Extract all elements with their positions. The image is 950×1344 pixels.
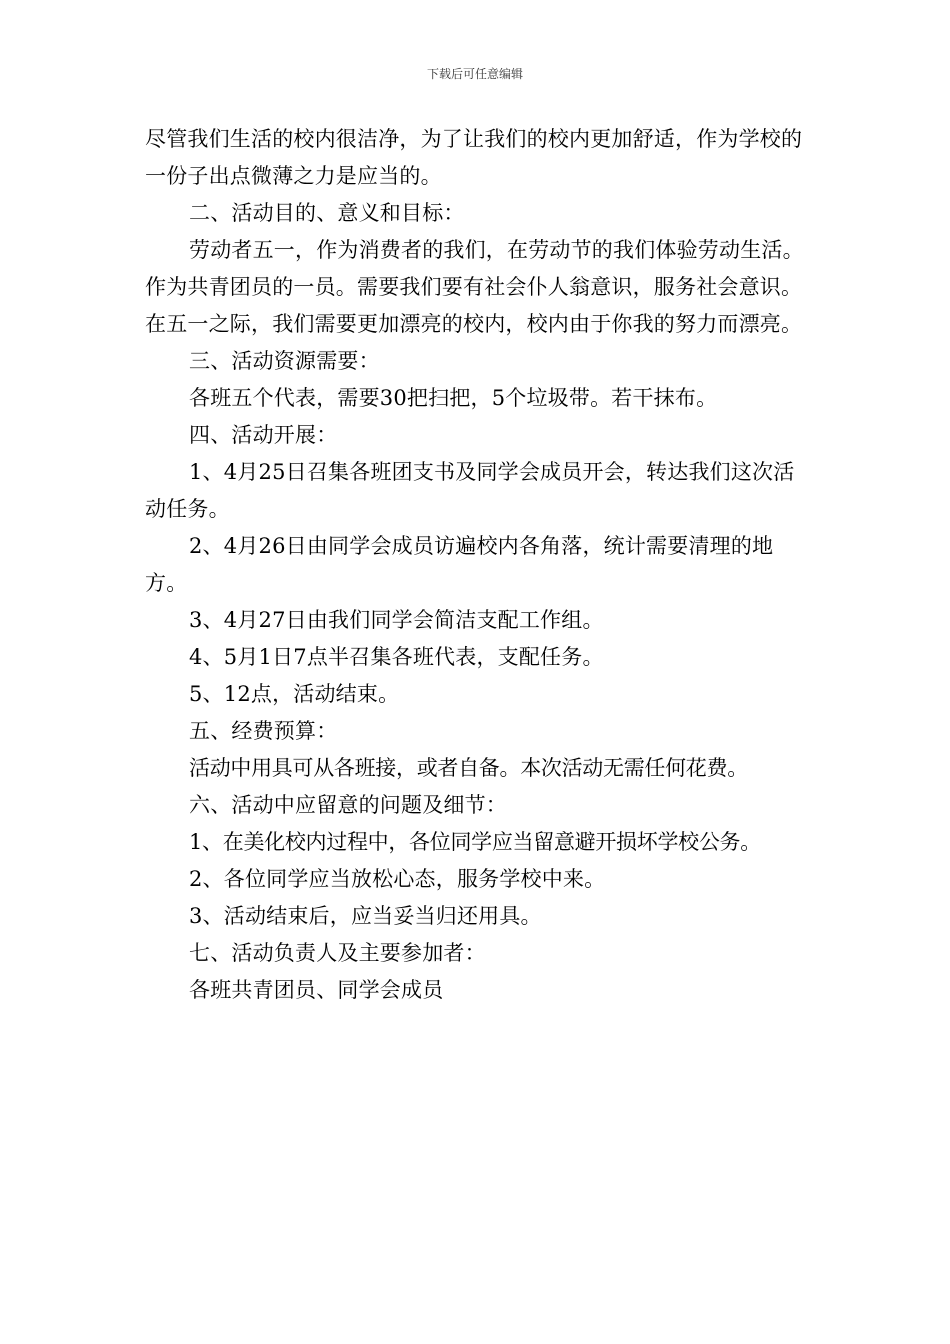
list-item-activity-2: 2、4月26日由同学会成员访遍校内各角落，统计需要清理的地方。 bbox=[145, 534, 774, 595]
list-item-activity-3: 3、4月27日由我们同学会简洁支配工作组。 bbox=[189, 608, 604, 632]
paragraph-budget: 活动中用具可从各班接，或者自备。本次活动无需任何花费。 bbox=[189, 756, 748, 780]
paragraph-intro-continued: 尽管我们生活的校内很洁净，为了让我们的校内更加舒适，作为学校的一份子出点微薄之力是应当的。 bbox=[145, 127, 803, 188]
section-heading-participants: 七、活动负责人及主要参加者： bbox=[189, 941, 486, 965]
section-heading-budget: 五、经费预算： bbox=[189, 719, 338, 743]
section-heading-activities: 四、活动开展： bbox=[189, 423, 338, 447]
paragraph-resources: 各班五个代表，需要30把扫把，5个垃圾带。若干抹布。 bbox=[189, 386, 718, 410]
list-item-activity-4: 4、5月1日7点半召集各班代表，支配任务。 bbox=[189, 645, 604, 669]
section-heading-resources: 三、活动资源需要： bbox=[189, 349, 380, 373]
document-body bbox=[145, 121, 810, 1009]
list-item-note-2: 2、各位同学应当放松心态，服务学校中来。 bbox=[189, 867, 606, 891]
paragraph-participants: 各班共青团员、同学会成员 bbox=[189, 978, 444, 1002]
list-item-activity-1: 1、4月25日召集各班团支书及同学会成员开会，转达我们这次活动任务。 bbox=[145, 460, 795, 521]
list-item-note-3: 3、活动结束后，应当妥当归还用具。 bbox=[189, 904, 542, 928]
list-item-note-1: 1、在美化校内过程中，各位同学应当留意避开损坏学校公务。 bbox=[189, 830, 761, 854]
section-heading-notes: 六、活动中应留意的问题及细节： bbox=[189, 793, 507, 817]
page-header: 下载后可任意编辑 bbox=[426, 67, 523, 81]
paragraph-goals: 劳动者五一，作为消费者的我们，在劳动节的我们体验劳动生活。作为共青团员的一员。需要我们要有社会仆人翁意识，服务社会意识。在五一之际，我们需要更加漂亮的校内，校内由于你我的努力而漂亮。 bbox=[145, 238, 804, 336]
list-item-activity-5: 5、12点，活动结束。 bbox=[189, 682, 400, 706]
section-heading-goals: 二、活动目的、意义和目标： bbox=[189, 201, 465, 225]
